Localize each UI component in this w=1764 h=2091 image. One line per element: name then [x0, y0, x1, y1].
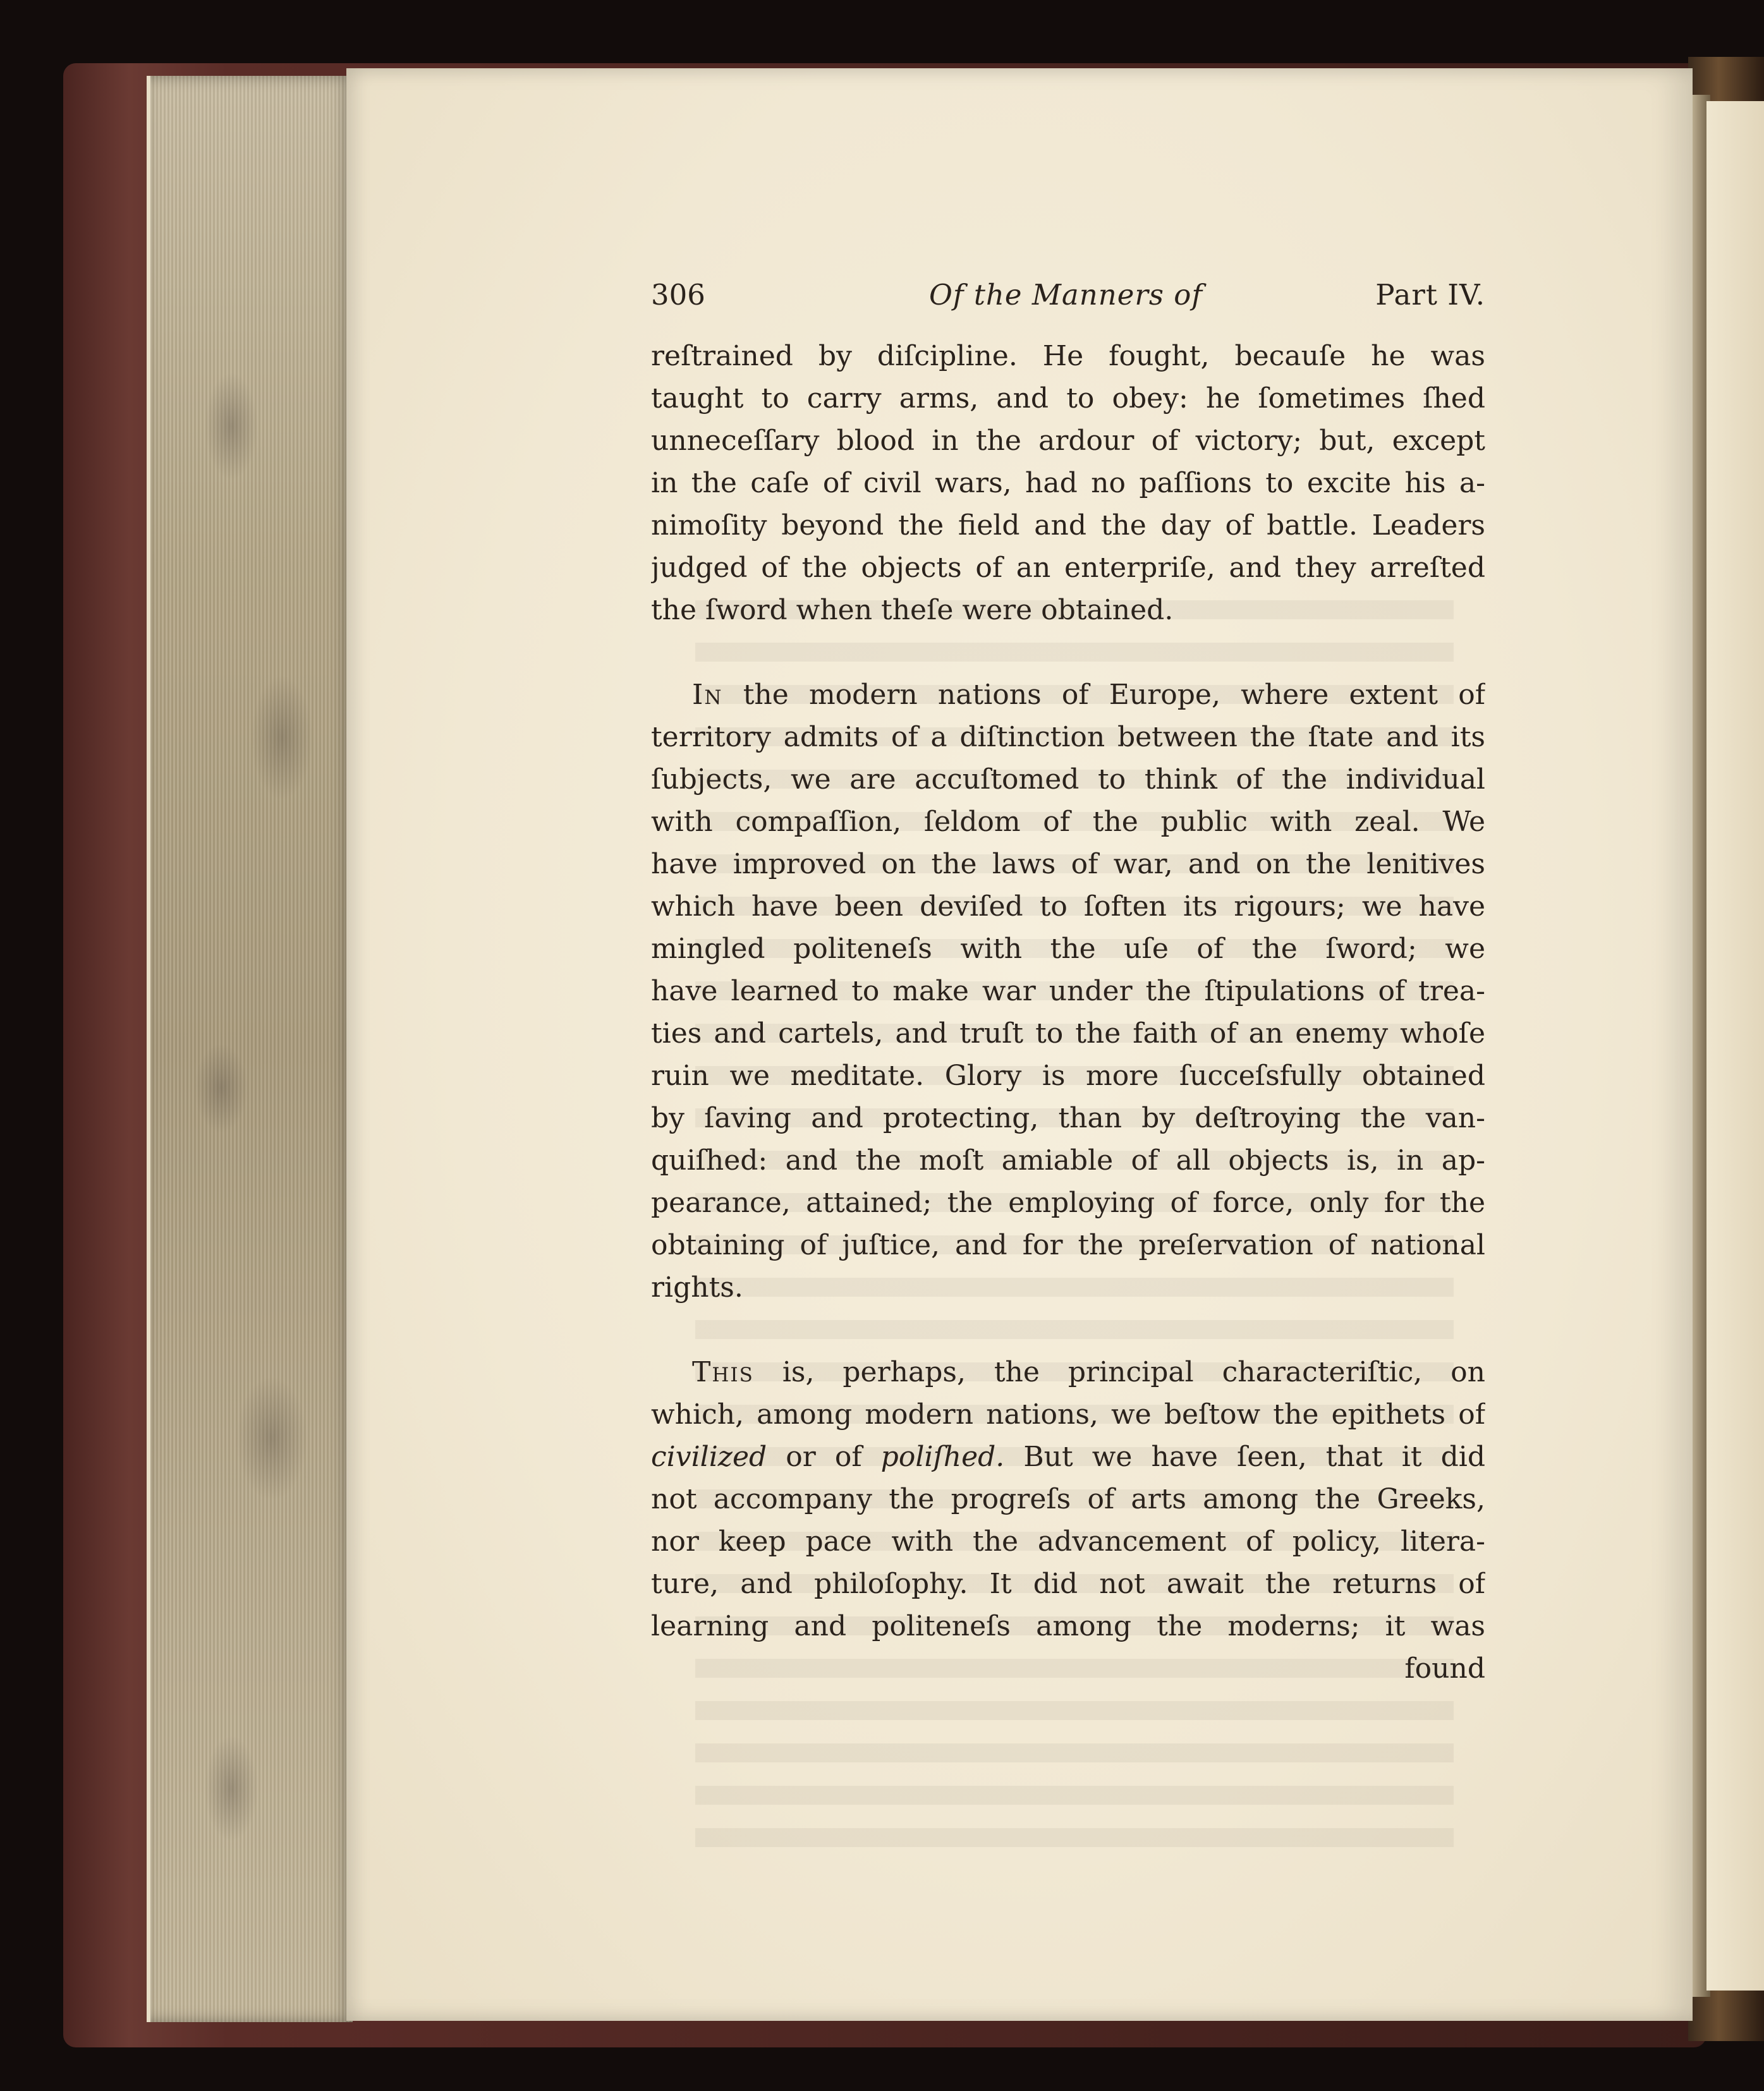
text-run: But we have ſeen, that it did [1004, 1441, 1485, 1473]
text-block [651, 335, 1485, 1690]
text-run: or of [767, 1441, 881, 1473]
text-line: rights. [651, 1271, 743, 1304]
part-label: Part IV. [1375, 278, 1485, 312]
page-block-edge [147, 76, 353, 2022]
text-line: quiſhed: and the moſt amiable of all objects is, in ap- [651, 1144, 1485, 1177]
text-line: ſubjects, we are accuſtomed to think of the individual [651, 763, 1485, 796]
edge-mottle [150, 76, 353, 2022]
text-line: obtaining of juſtice, and for the preſervation of national [651, 1229, 1485, 1261]
text-line: ruin we meditate. Glory is more ſucceſsfully obtained [651, 1060, 1485, 1092]
paragraph-1 [651, 335, 1485, 631]
text-line [651, 674, 1485, 716]
paragraph-3 [651, 1351, 1485, 1690]
text-line: not accompany the progreſs of arts among the Greeks, [651, 1483, 1485, 1515]
paragraph-2 [651, 674, 1485, 1309]
text-line: judged of the objects of an enterpriſe, and they arreſted [651, 552, 1485, 584]
text-line: pearance, attained; the employing of force, only for the [651, 1187, 1485, 1219]
text-line: territory admits of a diſtinction between the ſtate and its [651, 721, 1485, 753]
text-line: mingled politeneſs with the uſe of the ſword; we [651, 933, 1485, 965]
paragraph-gap [651, 631, 1485, 674]
text-line: ture, and philoſophy. It did not await the returns of [651, 1568, 1485, 1600]
text-line: the ſword when theſe were obtained. [651, 594, 1174, 626]
text-line: reſtrained by diſcipline. He fought, becauſe he was [651, 340, 1485, 372]
text-line: learning and politeneſs among the moderns; it was [651, 1610, 1485, 1642]
text-line: which, among modern nations, we beſtow the epithets of [651, 1398, 1485, 1431]
text-line: which have been deviſed to ſoften its rigours; we have [651, 890, 1485, 923]
text-line [651, 1351, 1485, 1393]
text-line: in the caſe of civil wars, had no paſſions to excite his a- [651, 467, 1485, 499]
text-line: taught to carry arms, and to obey: he ſometimes ſhed [651, 382, 1485, 415]
facing-page-edge [1706, 101, 1764, 1991]
running-head [651, 278, 1485, 322]
small-caps-lead: This [692, 1356, 754, 1388]
text-line: nor keep pace with the advancement of policy, litera- [651, 1525, 1485, 1558]
text-run: is, perhaps, the principal characteriſtic, on [753, 1356, 1485, 1388]
text-line: have improved on the laws of war, and on the lenitives [651, 848, 1485, 880]
catchword: found [1404, 1652, 1485, 1685]
italic-word: civilized [651, 1441, 767, 1473]
page-number: 306 [651, 278, 705, 312]
running-title: Of the Manners of [929, 278, 1203, 312]
text-line: ties and cartels, and truſt to the faith of an enemy whoſe [651, 1017, 1485, 1050]
paragraph-gap [651, 1309, 1485, 1351]
text-line: with compaſſion, ſeldom of the public with zeal. We [651, 806, 1485, 838]
text-line: by ſaving and protecting, than by deſtroying the van- [651, 1102, 1485, 1134]
text-run: the modern nations of Europe, where extent of [722, 679, 1485, 711]
text-line [651, 1436, 1485, 1478]
italic-word: poliſhed. [880, 1441, 1005, 1473]
text-line: have learned to make war under the ſtipulations of trea- [651, 975, 1485, 1007]
text-line: unneceſſary blood in the ardour of victory; but, except [651, 425, 1485, 457]
small-caps-lead: In [692, 679, 723, 711]
text-line: nimoſity beyond the field and the day of battle. Leaders [651, 509, 1485, 542]
